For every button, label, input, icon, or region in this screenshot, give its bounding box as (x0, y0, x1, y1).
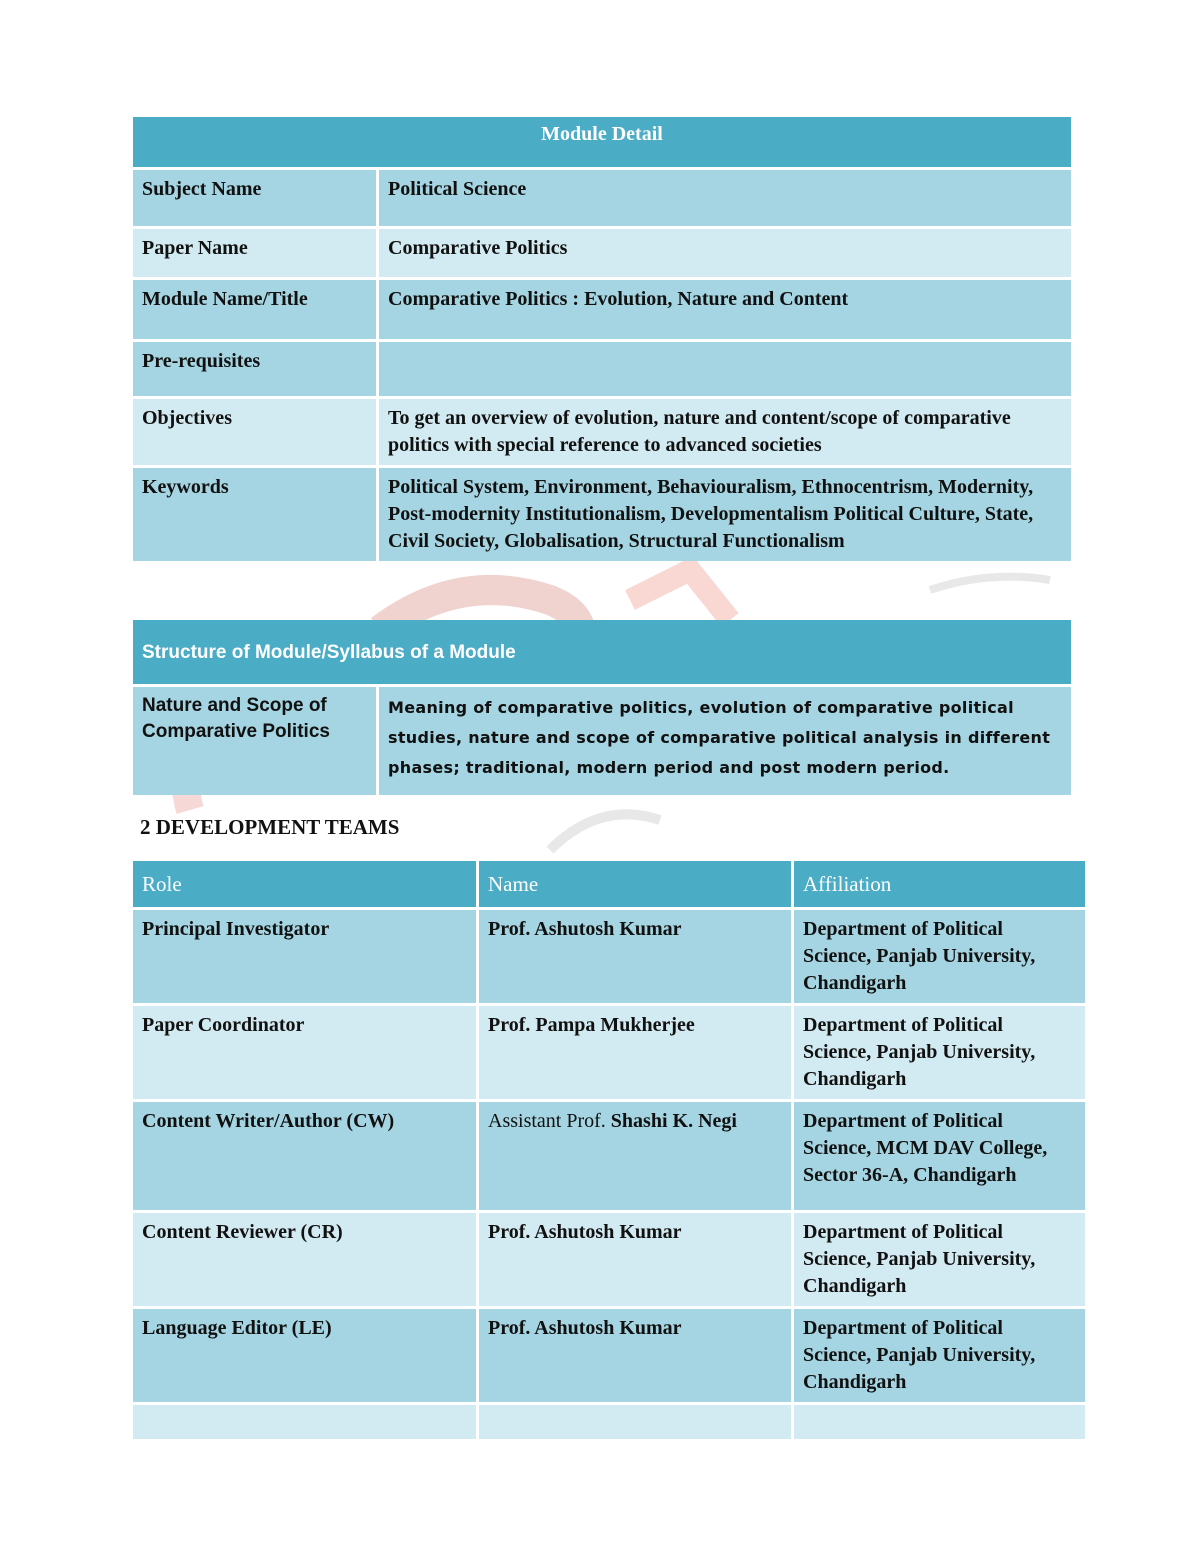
row-value (379, 342, 1071, 396)
name-cell (479, 1102, 791, 1210)
affiliation-cell: Department of Political Science, Panjab University, Chandigarh (794, 910, 1085, 1003)
role-cell: Principal Investigator (133, 910, 476, 1003)
role-cell: Language Editor (LE) (133, 1309, 476, 1402)
table-row (133, 468, 1071, 561)
table-row (133, 1405, 1085, 1439)
role-cell: Content Reviewer (CR) (133, 1213, 476, 1306)
role-cell (133, 1405, 476, 1439)
structure-header: Structure of Module/Syllabus of a Module (133, 620, 1071, 684)
role-cell: Content Writer/Author (CW) (133, 1102, 476, 1210)
name-cell: Prof. Ashutosh Kumar (479, 1309, 791, 1402)
column-header: Role (133, 861, 476, 907)
structure-table (130, 617, 1074, 798)
table-row (133, 342, 1071, 396)
row-label: Nature and Scope of Comparative Politics (133, 687, 376, 795)
affiliation-cell: Department of Political Science, MCM DAV College, Sector 36-A, Chandigarh (794, 1102, 1085, 1210)
development-teams-table (130, 858, 1088, 1442)
table-row (133, 687, 1071, 795)
row-label: Pre-requisites (133, 342, 376, 396)
row-value: Comparative Politics : Evolution, Nature and Content (379, 280, 1071, 339)
affiliation-cell: Department of Political Science, Panjab University, Chandigarh (794, 1309, 1085, 1402)
affiliation-cell: Department of Political Science, Panjab University, Chandigarh (794, 1006, 1085, 1099)
table-row (133, 229, 1071, 277)
row-label: Paper Name (133, 229, 376, 277)
table-header-row (133, 861, 1085, 907)
module-detail-header: Module Detail (133, 117, 1071, 167)
column-header: Name (479, 861, 791, 907)
table-row (133, 280, 1071, 339)
table-row (133, 1006, 1085, 1099)
table-row (133, 170, 1071, 226)
table-row (133, 910, 1085, 1003)
row-label: Objectives (133, 399, 376, 465)
name-cell (479, 1405, 791, 1439)
name-cell: Prof. Ashutosh Kumar (479, 910, 791, 1003)
table-row (133, 1102, 1085, 1210)
module-detail-table (130, 114, 1074, 564)
name-text: Shashi K. Negi (610, 1110, 737, 1132)
row-label: Keywords (133, 468, 376, 561)
table-row (133, 1213, 1085, 1306)
name-cell: Prof. Ashutosh Kumar (479, 1213, 791, 1306)
table-row (133, 399, 1071, 465)
name-cell: Prof. Pampa Mukherjee (479, 1006, 791, 1099)
row-value: Comparative Politics (379, 229, 1071, 277)
row-label: Subject Name (133, 170, 376, 226)
role-cell: Paper Coordinator (133, 1006, 476, 1099)
row-value: Political Science (379, 170, 1071, 226)
row-value: To get an overview of evolution, nature and content/scope of comparative politics with special reference to advanced societies (379, 399, 1071, 465)
column-header: Affiliation (794, 861, 1085, 907)
row-label: Module Name/Title (133, 280, 376, 339)
row-value: Political System, Environment, Behaviouralism, Ethnocentrism, Modernity, Post-modernity Institutionalism, Developmentalism Political Culture, State, Civil Society, Globalisation, Structural Functionalism (379, 468, 1071, 561)
affiliation-cell: Department of Political Science, Panjab University, Chandigarh (794, 1213, 1085, 1306)
affiliation-cell (794, 1405, 1085, 1439)
name-prefix: Assistant Prof. (488, 1110, 606, 1132)
table-row (133, 1309, 1085, 1402)
section-title: 2 DEVELOPMENT TEAMS (140, 815, 400, 839)
row-value: Meaning of comparative politics, evolution of comparative political studies, nature and scope of comparative political analysis in different phases; traditional, modern period and post modern period. (379, 687, 1071, 795)
